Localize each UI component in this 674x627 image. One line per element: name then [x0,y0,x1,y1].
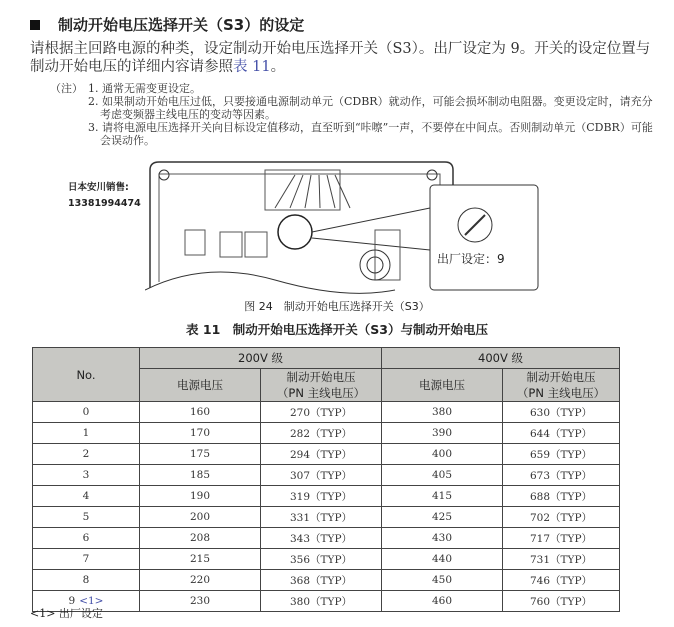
table-cell [261,528,382,549]
notes-lead: （注） [50,82,83,95]
cell-text: 702（TYP） [529,511,593,524]
table-cell [503,465,620,486]
table-row [33,549,620,570]
cell-text: 380（TYP） [289,595,353,608]
table-row [33,528,620,549]
table-cell [140,549,261,570]
cell-text: 2 [82,448,90,460]
header-brake-text: 制动开始电压 [526,370,596,384]
note-1: 1. 通常无需变更设定。 [88,82,201,95]
cell-text: 460 [431,595,453,607]
table-cell [33,444,140,465]
header-400v: 400V 级 [382,348,620,369]
cell-text: 6 [82,532,90,544]
table-cell [33,549,140,570]
table-cell [33,486,140,507]
section-title-text: 制动开始电压选择开关（S3）的设定 [58,16,305,34]
header-supply-400: 电源电压 [382,369,503,402]
note-3: 3. 请将电源电压选择开关向目标设定值移动，直至听到“咔嚓”一声，不要停在中间点。否则制动单元（CDBR）可能会误动作。 [88,121,653,147]
cell-text: 190 [189,490,211,502]
cell-text: 390 [431,427,453,439]
header-brake-200 [261,369,382,402]
table-cell [382,402,503,423]
table-cell [503,444,620,465]
figure-caption: 图 24 制动开始电压选择开关（S3） [244,300,430,313]
table-cell [140,591,261,612]
table-cell [33,465,140,486]
header-supply-200: 电源电压 [140,369,261,402]
cell-text: 3 [82,469,90,481]
cell-text: 5 [82,511,90,523]
table-cell [261,402,382,423]
cell-text: 175 [189,448,211,460]
cell-text: 731（TYP） [529,553,593,566]
table-cell [503,528,620,549]
cell-text: 185 [189,469,211,481]
header-brake-sub: （PN 主线电压） [516,386,606,400]
cell-text: 717（TYP） [529,532,593,545]
cell-text: 760（TYP） [529,595,593,608]
cell-text: 8 [82,574,90,586]
intro-end: 。 [270,59,286,75]
cell-text: 160 [189,406,211,418]
footnote: <1> 出厂设定 [30,607,103,620]
cell-text: 425 [431,511,453,523]
factory-mark-link[interactable]: <1> [79,595,104,607]
table-cell [503,402,620,423]
table-cell [140,570,261,591]
table-row [33,570,620,591]
cell-text: 673（TYP） [529,469,593,482]
table-cell [261,591,382,612]
table-cell [382,486,503,507]
factory-setting-label: 出厂设定：9 [437,252,505,266]
header-brake-sub: （PN 主线电压） [276,386,366,400]
cell-text: 9 [68,595,76,607]
cell-text: 0 [82,406,90,418]
table-cell [33,423,140,444]
cell-text: 270（TYP） [289,406,353,419]
cell-text: 450 [431,574,453,586]
cell-text: 430 [431,532,453,544]
table-cell [503,570,620,591]
table-cell [382,465,503,486]
header-no: No. [33,348,140,402]
table-cell [33,402,140,423]
table-cell [382,507,503,528]
table-cell [382,591,503,612]
intro-paragraph [30,40,660,76]
table-cell [503,549,620,570]
table-cell [503,591,620,612]
cell-text: 415 [431,490,453,502]
table-cell [33,507,140,528]
table-cell [33,570,140,591]
table-row [33,402,620,423]
table-cell [140,444,261,465]
sales-phone: 13381994474 [68,198,141,209]
table-cell [382,528,503,549]
cell-text: 200 [189,511,211,523]
header-200v: 200V 级 [140,348,382,369]
cell-text: 688（TYP） [529,490,593,503]
cell-text: 1 [82,427,90,439]
table-row [33,465,620,486]
cell-text: 400 [431,448,453,460]
table-cell [261,423,382,444]
cell-text: 380 [431,406,453,418]
table-row [33,486,620,507]
table-11-link[interactable]: 表 11 [233,59,271,75]
table-cell [140,423,261,444]
cell-text: 630（TYP） [529,406,593,419]
cell-text: 331（TYP） [289,511,353,524]
table-cell [140,507,261,528]
table-cell [382,549,503,570]
sales-contact [68,180,141,212]
notes [50,82,660,147]
table-cell [382,423,503,444]
header-brake-400 [503,369,620,402]
table-cell [261,549,382,570]
table-cell [140,465,261,486]
cell-text: 405 [431,469,453,481]
header-brake-text: 制动开始电压 [286,370,356,384]
table-caption: 表 11 制动开始电压选择开关（S3）与制动开始电压 [186,322,488,337]
cell-text: 659（TYP） [529,448,593,461]
cell-text: 368（TYP） [289,574,353,587]
cell-text: 230 [189,595,211,607]
cell-text: 7 [82,553,90,565]
cell-text: 4 [82,490,90,502]
table-cell [503,423,620,444]
intro-text: 请根据主回路电源的种类，设定制动开始电压选择开关（S3）。出厂设定为 9。开关的设定位置与制动开始电压的详细内容请参照 [30,41,651,75]
note-2: 2. 如果制动开始电压过低，只要接通电源制动单元（CDBR）就动作，可能会损坏制动电阻器。变更设定时，请充分考虑变频器主线电压的变动等因素。 [88,95,653,121]
cell-text: 746（TYP） [529,574,593,587]
cell-text: 343（TYP） [289,532,353,545]
table-cell [33,528,140,549]
cell-text: 440 [431,553,453,565]
cell-text: 215 [189,553,211,565]
table-cell [140,486,261,507]
bullet-square-icon [30,20,40,30]
cell-text: 294（TYP） [289,448,353,461]
cell-text: 644（TYP） [529,427,593,440]
cell-text: 208 [189,532,211,544]
brake-voltage-table [32,347,620,612]
table-cell [261,444,382,465]
table-row [33,507,620,528]
cell-text: 356（TYP） [289,553,353,566]
table-row [33,591,620,612]
table-cell [261,570,382,591]
table-cell [382,444,503,465]
table-cell [261,486,382,507]
table-cell [261,465,382,486]
pcb-illustration [145,160,545,295]
cell-text: 282（TYP） [289,427,353,440]
cell-text: 319（TYP） [289,490,353,503]
table-row [33,423,620,444]
section-title [30,14,304,35]
table-cell [503,486,620,507]
cell-text: 220 [189,574,211,586]
table-row [33,444,620,465]
table-cell [261,507,382,528]
table-cell [140,528,261,549]
table-cell [382,570,503,591]
cell-text: 307（TYP） [289,469,353,482]
sales-label: 日本安川销售: [68,182,129,193]
table-cell [140,402,261,423]
table-cell [503,507,620,528]
cell-text: 170 [189,427,211,439]
